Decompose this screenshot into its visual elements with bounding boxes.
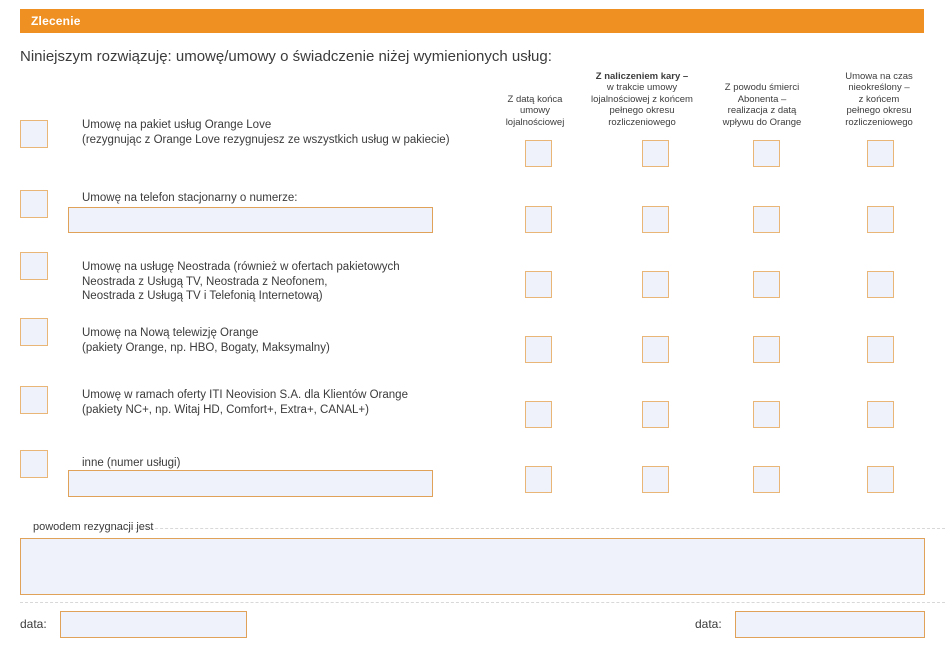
date-label-left: data:	[20, 617, 47, 631]
column-header-indefinite-contract: Umowa na czas nieokreślony – z końcem pełnego okresu rozliczeniowego	[845, 70, 913, 128]
checkbox-row2-col3[interactable]	[753, 206, 780, 233]
checkbox-row2-col1[interactable]	[525, 206, 552, 233]
checkbox-row6-col1[interactable]	[525, 466, 552, 493]
service-label-new-tv: Umowę na Nową telewizję Orange (pakiety Orange, np. HBO, Bogaty, Maksymalny)	[82, 327, 330, 354]
checkbox-row2-col2[interactable]	[642, 206, 669, 233]
checkbox-row4-col3[interactable]	[753, 336, 780, 363]
checkbox-service-iti-neovision[interactable]	[20, 386, 48, 414]
date-left-input[interactable]	[60, 611, 247, 638]
section-title: Zlecenie	[31, 14, 81, 28]
service-label-landline: Umowę na telefon stacjonarny o numerze:	[82, 192, 298, 204]
checkbox-row2-col4[interactable]	[867, 206, 894, 233]
section-header-bar	[20, 9, 924, 33]
checkbox-row1-col1[interactable]	[525, 140, 552, 167]
checkbox-row4-col2[interactable]	[642, 336, 669, 363]
service-label-iti-neovision: Umowę w ramach oferty ITI Neovision S.A. dla Klientów Orange (pakiety NC+, np. Witaj HD, Comfort+, Extra+, CANAL+)	[82, 389, 408, 416]
checkbox-row1-col4[interactable]	[867, 140, 894, 167]
service-label-neostrada: Umowę na usługę Neostrada (również w ofertach pakietowych Neostrada z Usługą TV, Neostrada z Neofonem, Neostrada z Usługą TV i Telefonią Internetową)	[82, 261, 400, 302]
checkbox-service-neostrada[interactable]	[20, 252, 48, 280]
column-header-end-of-loyalty: Z datą końca umowy lojalnościowej	[505, 93, 565, 128]
checkbox-row4-col1[interactable]	[525, 336, 552, 363]
dashed-separator-top	[115, 528, 945, 529]
date-label-right: data:	[695, 617, 722, 631]
service-label-orange-love: Umowę na pakiet usług Orange Love (rezygnując z Orange Love rezygnujesz ze wszystkich usług w pakiecie)	[82, 119, 450, 146]
checkbox-row3-col4[interactable]	[867, 271, 894, 298]
checkbox-row5-col1[interactable]	[525, 401, 552, 428]
dashed-separator-bottom	[20, 602, 945, 603]
service-label-other: inne (numer usługi)	[82, 457, 181, 469]
reason-textarea[interactable]	[20, 538, 925, 595]
checkbox-row5-col3[interactable]	[753, 401, 780, 428]
column-header-with-penalty: Z naliczeniem kary – w trakcie umowy lojalnościowej z końcem pełnego okresu rozliczeniowego	[591, 70, 693, 128]
checkbox-row5-col2[interactable]	[642, 401, 669, 428]
checkbox-row6-col2[interactable]	[642, 466, 669, 493]
checkbox-row3-col3[interactable]	[753, 271, 780, 298]
form-intro-text: Niniejszym rozwiązuję: umowę/umowy o świadczenie niżej wymienionych usług:	[20, 48, 552, 65]
checkbox-row3-col2[interactable]	[642, 271, 669, 298]
column-header-subscriber-death: Z powodu śmierci Abonenta – realizacja z datą wpływu do Orange	[722, 82, 802, 128]
checkbox-row6-col4[interactable]	[867, 466, 894, 493]
checkbox-row4-col4[interactable]	[867, 336, 894, 363]
reason-label: powodem rezygnacji jest	[33, 521, 154, 533]
checkbox-row1-col2[interactable]	[642, 140, 669, 167]
checkbox-service-new-tv[interactable]	[20, 318, 48, 346]
checkbox-service-orange-love[interactable]	[20, 120, 48, 148]
landline-number-input[interactable]	[68, 207, 433, 233]
checkbox-row5-col4[interactable]	[867, 401, 894, 428]
checkbox-row3-col1[interactable]	[525, 271, 552, 298]
checkbox-row6-col3[interactable]	[753, 466, 780, 493]
date-right-input[interactable]	[735, 611, 925, 638]
checkbox-row1-col3[interactable]	[753, 140, 780, 167]
other-service-number-input[interactable]	[68, 470, 433, 497]
checkbox-service-landline[interactable]	[20, 190, 48, 218]
checkbox-service-other[interactable]	[20, 450, 48, 478]
